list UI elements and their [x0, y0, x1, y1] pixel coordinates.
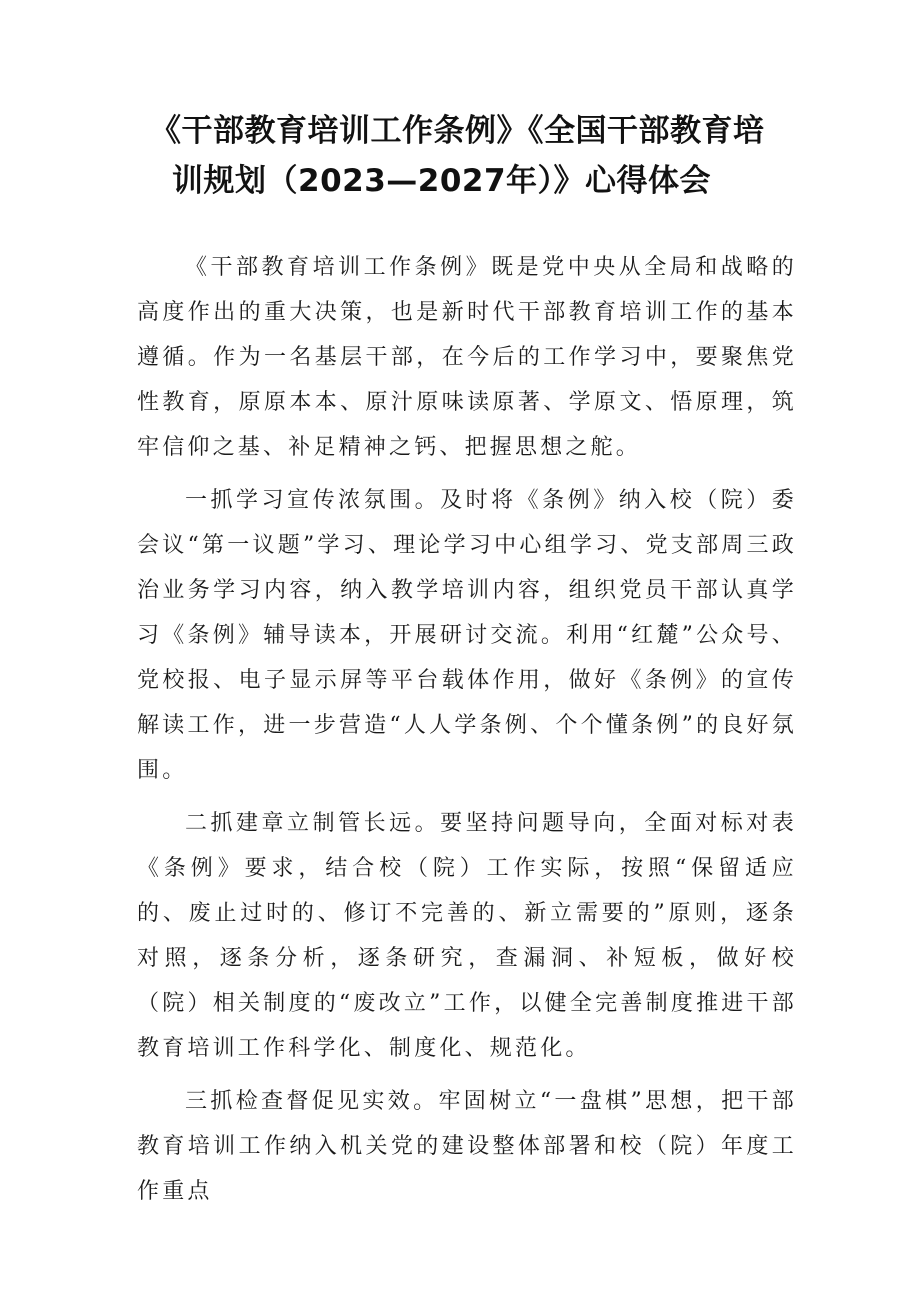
paragraph-rules-system: 二抓建章立制管长远。要坚持问题导向，全面对标对表《条例》要求，结合校（院）工作实际，按照“保留适应的、废止过时的、修订不完善的、新立需要的”原则，逐条对照，逐条分析，逐条研究，查漏洞、补短板，做好校（院）相关制度的“废改立”工作，以健全完善制度推进干部教育培训工作科学化、制度化、规范化。	[137, 811, 797, 1061]
title-line-1: 《干部教育培训工作条例》《全国干部教育培	[150, 113, 765, 149]
document-body	[137, 245, 797, 1222]
document-title	[150, 106, 810, 206]
paragraph-intro: 《干部教育培训工作条例》既是党中央从全局和战略的高度作出的重大决策，也是新时代干部教育培训工作的基本遵循。作为一名基层干部，在今后的工作学习中，要聚焦党性教育，原原本本、原汁原味读原著、学原文、悟原理，筑牢信仰之基、补足精神之钙、把握思想之舵。	[137, 255, 797, 460]
paragraph-inspection: 三抓检查督促见实效。牢固树立“一盘棋”思想，把干部教育培训工作纳入机关党的建设整体部署和校（院）年度工作重点	[137, 1089, 797, 1204]
title-line-2: 训规划（2023—2027年）》心得体会	[172, 163, 712, 199]
paragraph-study-promotion: 一抓学习宣传浓氛围。及时将《条例》纳入校（院）委会议“第一议题”学习、理论学习中心组学习、党支部周三政治业务学习内容，纳入教学培训内容，组织党员干部认真学习《条例》辅导读本，开展研讨交流。利用“红麓”公众号、党校报、电子显示屏等平台载体作用，做好《条例》的宣传解读工作，进一步营造“人人学条例、个个懂条例”的良好氛围。	[137, 488, 797, 783]
